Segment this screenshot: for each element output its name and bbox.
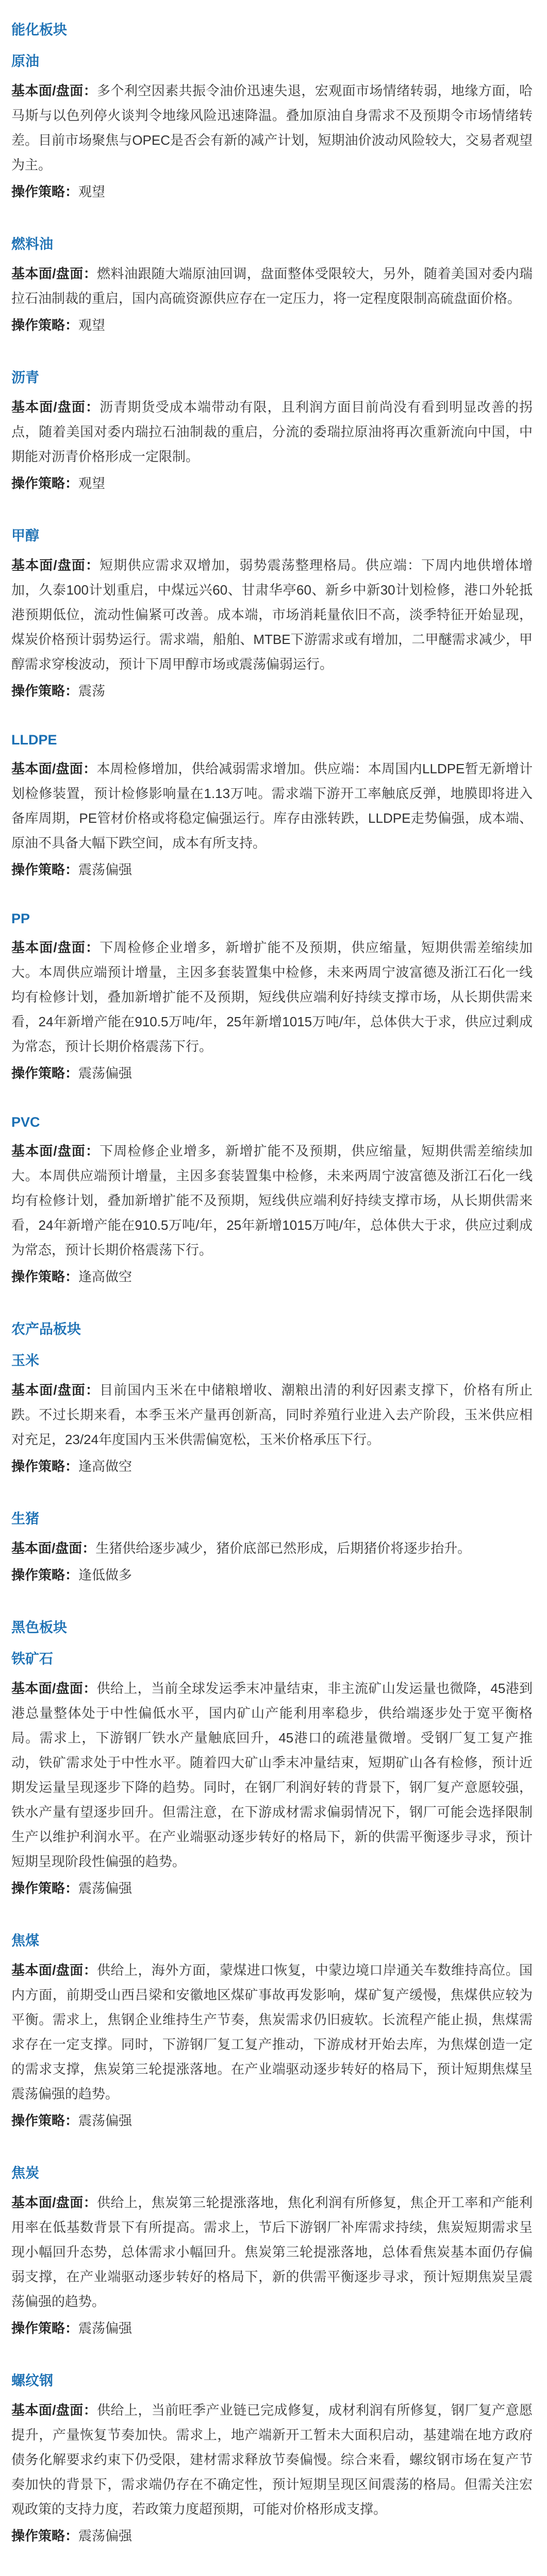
analysis-text: 目前国内玉米在中储粮增收、潮粮出清的利好因素支撑下，价格有所止跌。不过长期来看，本季玉米产量再创新高，同时养殖行业进入去产阶段，玉米供应相对充足，23/24年度国内玉米供需偏宽松，玉米价格承压下行。 [11,1382,533,1447]
analysis-label: 基本面/盘面： [11,266,97,281]
strategy-label: 操作策略： [11,1459,79,1474]
strategy-label: 操作策略： [11,1880,79,1896]
analysis-text: 供给上，海外方面，蒙煤进口恢复，中蒙边境口岸通关车数维持高位。国内方面，前期受山西吕梁和安徽地区煤矿事故再发影响，煤矿复产缓慢，焦煤供应较为平衡。需求上，焦钢企业维持生产节奏，焦炭需求仍旧疲软。长流程产能止损，焦煤需求存在一定支撑。同时，下游钢厂复工复产推动，下游成材开始去库，为焦煤创造一定的需求支撑，焦炭第三轮提涨落地。在产业端驱动逐步转好的格局下，预计短期焦煤呈震荡偏强的趋势。 [11,1962,533,2102]
strategy-value: 震荡 [78,683,106,699]
analysis-text: 下周检修企业增多，新增扩能不及预期，供应缩量，短期供需差缩续加大。本周供应端预计增量，主因多套装置集中检修，未来两周宁波富德及浙江石化一线均有检修计划，叠加新增扩能不及预期，短线供应端利好持续支撑市场，从长期供需来看，24年新增产能在910.5万吨/年，25年新增1015万吨/年，总体供大于求，供应过剩成为常态，预计长期价格震荡下行。 [11,1143,533,1258]
commodity-analysis [11,395,533,469]
strategy-value: 观望 [78,317,106,333]
commodity-analysis [11,1958,533,2106]
strategy-line [11,471,533,496]
commodity-title: 沥青 [11,370,39,385]
strategy-label: 操作策略： [11,184,79,199]
analysis-text: 本周检修增加，供给减弱需求增加。供应端：本周国内LLDPE暂无新增计划检修装置，预计检修影响量在1.13万吨。需求端下游开工率触底反弹，地膜即将进入备库周期，PE管材价格或将稳定偏强运行。库存由涨转跌，LLDPE走势偏强，成本端、原油不具备大幅下跌空间，成本有所支持。 [11,761,533,851]
analysis-label: 基本面/盘面： [11,2195,97,2210]
commodity-title: PVC [11,1114,40,1130]
analysis-text: 供给上，当前全球发运季末冲量结束，非主流矿山发运量也微降，45港到港总量整体处于中性偏低水平，国内矿山产能利用率稳步，供给端逐步处于宽平衡格局。需求上，下游钢厂铁水产量触底回升，45港口的疏港量微增。受钢厂复工复产推动，铁矿需求处于中性水平。随着四大矿山季末冲量结束，短期矿山各有检修，预计近期发运量呈现逐步下降的趋势。同时，在钢厂利润好转的背景下，钢厂复产意愿较强，铁水产量有望逐步回升。但需注意，在下游成材需求偏弱情况下，钢厂可能会选择限制生产以维护利润水平。在产业端驱动逐步转好的格局下，新的供需平衡逐步寻求，预计短期呈现阶段性偏强的趋势。 [11,1681,533,1869]
commodity-item [11,732,533,882]
analysis-text: 短期供应需求双增加，弱势震荡整理格局。供应端：下周内地供增体增加，久泰100计划重启，中煤远兴60、甘肃华亭60、新乡中新30计划检修，港口外轮抵港预期低位，流动性偏紧可改善。成本端，市场消耗量依旧不高，淡季特征开始显现，煤炭价格预计弱势运行。需求端，船舶、MTBE下游需求或有增加，二甲醚需求减少，甲醇需求穿梭波动，预计下周甲醇市场或震荡偏弱运行。 [11,557,533,672]
analysis-label: 基本面/盘面： [11,761,97,776]
strategy-label: 操作策略： [11,2528,79,2544]
analysis-text: 供给上，当前旺季产业链已完成修复，成材利润有所修复，钢厂复产意愿提升，产量恢复节奏加快。需求上，地产端新开工暂未大面积启动，基建端在地方政府债务化解要求约束下仍受限，建材需求释放节奏偏慢。综合来看，螺纹钢市场在复产节奏加快的背景下，需求端仍存在不确定性，预计短期呈现区间震荡的格局。但需关注宏观政策的支持力度，若政策力度超预期，可能对价格形成支撑。 [11,2402,533,2517]
strategy-value: 震荡偏强 [78,1880,132,1896]
commodity-title: 玉米 [11,1353,39,1368]
strategy-label: 操作策略： [11,862,79,877]
strategy-label: 操作策略： [11,2320,79,2336]
commodity-analysis [11,2398,533,2521]
strategy-value: 震荡偏强 [78,2113,132,2128]
strategy-value: 震荡偏强 [78,1065,132,1081]
analysis-label: 基本面/盘面： [11,83,97,98]
commodity-analysis [11,78,533,177]
commodity-item [11,366,533,496]
section-block [11,19,533,1289]
commodity-item [11,50,533,204]
analysis-label: 基本面/盘面： [11,1143,100,1159]
analysis-text: 多个利空因素共振令油价迅速失退，宏观面市场情绪转弱，地缘方面，哈马斯与以色列停火谈判令地缘风险迅速降温。叠加原油自身需求不及预期令市场情绪转差。目前市场聚焦与OPEC是否会有新的减产计划，短期油价波动风险较大，交易者观望为主。 [11,83,533,173]
commodity-item [11,1507,533,1587]
strategy-value: 观望 [78,184,106,199]
commodity-item [11,1929,533,2133]
strategy-line [11,857,533,882]
strategy-line [11,2316,533,2341]
analysis-label: 基本面/盘面： [11,940,100,955]
strategy-label: 操作策略： [11,1065,79,1081]
strategy-line [11,2523,533,2548]
commodity-item [11,2369,533,2548]
strategy-label: 操作策略： [11,1567,79,1583]
commodity-item [11,911,533,1086]
commodity-analysis [11,2190,533,2314]
strategy-value: 观望 [78,476,106,491]
analysis-label: 基本面/盘面： [11,1962,97,1978]
commodity-title: 生猪 [11,1511,39,1527]
commodity-title: 铁矿石 [11,1651,53,1667]
commodity-title: 焦炭 [11,2165,39,2181]
commodity-title: 燃料油 [11,236,53,252]
strategy-line [11,2108,533,2133]
strategy-line [11,1876,533,1901]
strategy-line [11,179,533,204]
strategy-value: 逢高做空 [78,1459,132,1474]
strategy-label: 操作策略： [11,1269,79,1284]
commodity-item [11,2162,533,2341]
section-header: 能化板块 [11,22,67,38]
strategy-value: 逢高做空 [78,1269,132,1284]
strategy-line [11,313,533,337]
strategy-line [11,1061,533,1086]
analysis-text: 供给上，焦炭第三轮提涨落地，焦化利润有所修复，焦企开工率和产能利用率在低基数背景下有所提高。需求上，节后下游钢厂补库需求持续，焦炭短期需求呈现小幅回升态势，总体需求小幅回升。焦炭第三轮提涨落地，总体看焦炭基本面仍存偏弱支撑，在产业端驱动逐步转好的格局下，新的供需平衡逐步寻求，预计短期焦炭呈震荡偏强的趋势。 [11,2195,533,2309]
strategy-line [11,1454,533,1479]
strategy-label: 操作策略： [11,2113,79,2128]
commodity-item [11,524,533,703]
analysis-label: 基本面/盘面： [11,1681,97,1696]
commodity-title: 螺纹钢 [11,2373,53,2388]
analysis-text: 生猪供给逐步减少，猪价底部已然形成，后期猪价将逐步抬升。 [95,1540,471,1556]
strategy-label: 操作策略： [11,317,79,333]
commodity-item [11,233,533,337]
analysis-label: 基本面/盘面： [11,557,100,573]
commodity-item [11,1114,533,1289]
analysis-label: 基本面/盘面： [11,1382,100,1398]
section-block [11,1318,533,1587]
strategy-line [11,1563,533,1587]
commodity-title: 焦煤 [11,1933,39,1948]
commodity-analysis [11,261,533,311]
commodity-item [11,1648,533,1901]
commodity-title: LLDPE [11,732,57,748]
commodity-analysis [11,756,533,855]
commodity-item [11,1349,533,1479]
strategy-value: 逢低做多 [78,1567,132,1583]
strategy-line [11,1264,533,1289]
strategy-line [11,679,533,703]
analysis-label: 基本面/盘面： [11,399,100,415]
analysis-label: 基本面/盘面： [11,2402,97,2418]
strategy-value: 震荡偏强 [78,2320,132,2336]
commodity-title: PP [11,911,30,926]
section-header: 农产品板块 [11,1321,81,1337]
commodity-analysis [11,1378,533,1452]
strategy-label: 操作策略： [11,683,79,699]
commodity-analysis [11,1139,533,1262]
analysis-text: 下周检修企业增多，新增扩能不及预期，供应缩量，短期供需差缩续加大。本周供应端预计增量，主因多套装置集中检修，未来两周宁波富德及浙江石化一线均有检修计划，叠加新增扩能不及预期，短线供应端利好持续支撑市场，从长期供需来看，24年新增产能在910.5万吨/年，25年新增1015万吨/年，总体供大于求，供应过剩成为常态，预计长期价格震荡下行。 [11,940,533,1054]
commodity-analysis [11,1536,533,1561]
commodity-title: 甲醇 [11,528,39,544]
section-header: 黑色板块 [11,1620,67,1635]
commodity-analysis [11,1676,533,1874]
analysis-text: 沥青期货受成本端带动有限，且利润方面目前尚没有看到明显改善的拐点，随着美国对委内瑞拉石油制裁的重启，分流的委瑞拉原油将再次重新流向中国，中期能对沥青价格形成一定限制。 [11,399,533,464]
section-block [11,1616,533,2548]
commodity-title: 原油 [11,54,39,69]
strategy-value: 震荡偏强 [78,862,132,877]
strategy-label: 操作策略： [11,476,79,491]
analysis-label: 基本面/盘面： [11,1540,96,1556]
strategy-value: 震荡偏强 [78,2528,132,2544]
commodity-analysis [11,553,533,676]
analysis-text: 燃料油跟随大端原油回调，盘面整体受限较大，另外，随着美国对委内瑞拉石油制裁的重启，国内高硫资源供应存在一定压力，将一定程度限制高硫盘面价格。 [11,266,533,306]
commodity-analysis [11,935,533,1059]
